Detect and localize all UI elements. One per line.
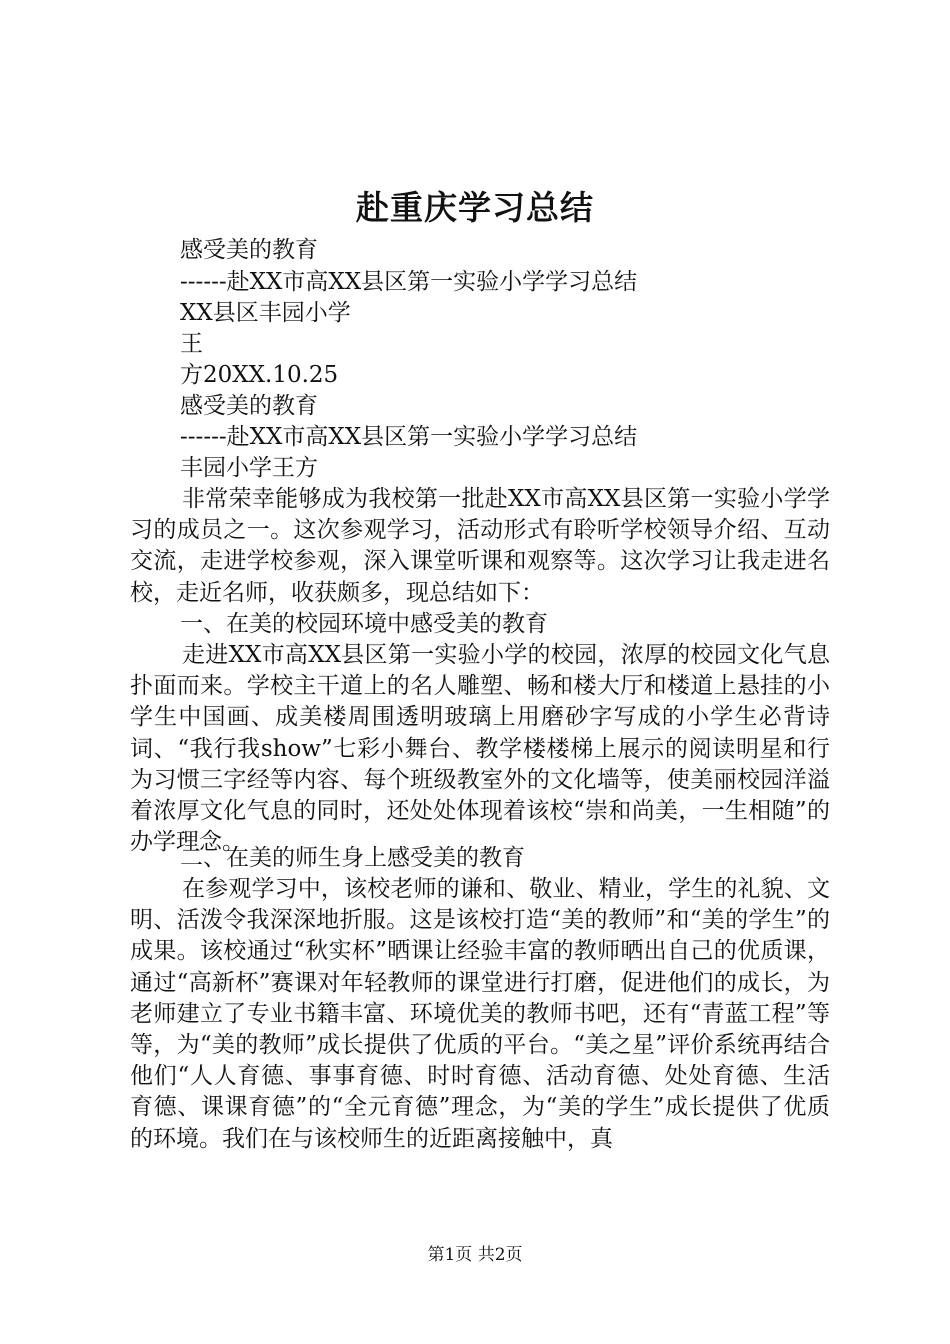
subtitle-dash-line: ------赴XX市高XX县区第一实验小学学习总结 [180, 269, 638, 295]
section-heading-1: 一、在美的校园环境中感受美的教育 [180, 611, 548, 637]
intro-paragraph: 非常荣幸能够成为我校第一批赴XX市高XX县区第一实验小学学习的成员之一。这次参观学习，活动形式有聆听学校领导介绍、互动交流，走进学校参观，深入课堂听课和观察等。这次学习让我走进名校，走近名师，收获颇多，现总结如下： [130, 486, 830, 606]
subtitle-dash-repeat-line: ------赴XX市高XX县区第一实验小学学习总结 [180, 424, 638, 450]
school-line: XX县区丰园小学 [180, 300, 351, 326]
section-1-paragraph: 走进XX市高XX县区第一实验小学的校园，浓厚的校园文化气息扑面而来。学校主干道上的名人雕塑、畅和楼大厅和楼道上悬挂的小学生中国画、成美楼周围透明玻璃上用磨砂字写成的小学生必背诗词、“我行我show”七彩小舞台、教学楼楼梯上展示的阅读明星和行为习惯三字经等内容、每个班级教室外的文化墙等，使美丽校园洋溢着浓厚文化气息的同时，还处处体现着该校“崇和尚美，一生相随”的办学理念。 [130, 642, 830, 856]
subtitle-repeat-line: 感受美的教育 [180, 393, 318, 419]
section-heading-2: 二、在美的师生身上感受美的教育 [180, 845, 525, 871]
document-title: 赴重庆学习总结 [356, 188, 594, 227]
page-footer: 第1页 共2页 [427, 1245, 523, 1265]
author-surname-line: 王 [180, 331, 203, 357]
section-2-paragraph: 在参观学习中，该校老师的谦和、敬业、精业，学生的礼貌、文明、活泼令我深深地折服。这是该校打造“美的教师”和“美的学生”的成果。该校通过“秋实杯”晒课让经验丰富的教师晒出自己的优质课，通过“高新杯”赛课对年轻教师的课堂进行打磨，促进他们的成长，为老师建立了专业书籍丰富、环境优美的教师书吧，还有“青蓝工程”等等，为“美的教师”成长提供了优质的平台。“美之星”评价系统再结合他们“人人育德、事事育德、时时育德、活动育德、处处育德、生活育德、课课育德”的“全元育德”理念，为“美的学生”成长提供了优质的环境。我们在与该校师生的近距离接触中，真 [130, 876, 830, 1152]
subtitle-line: 感受美的教育 [180, 237, 318, 263]
author-line: 丰园小学王方 [180, 455, 318, 481]
author-date-line: 方20XX.10.25 [180, 362, 339, 388]
